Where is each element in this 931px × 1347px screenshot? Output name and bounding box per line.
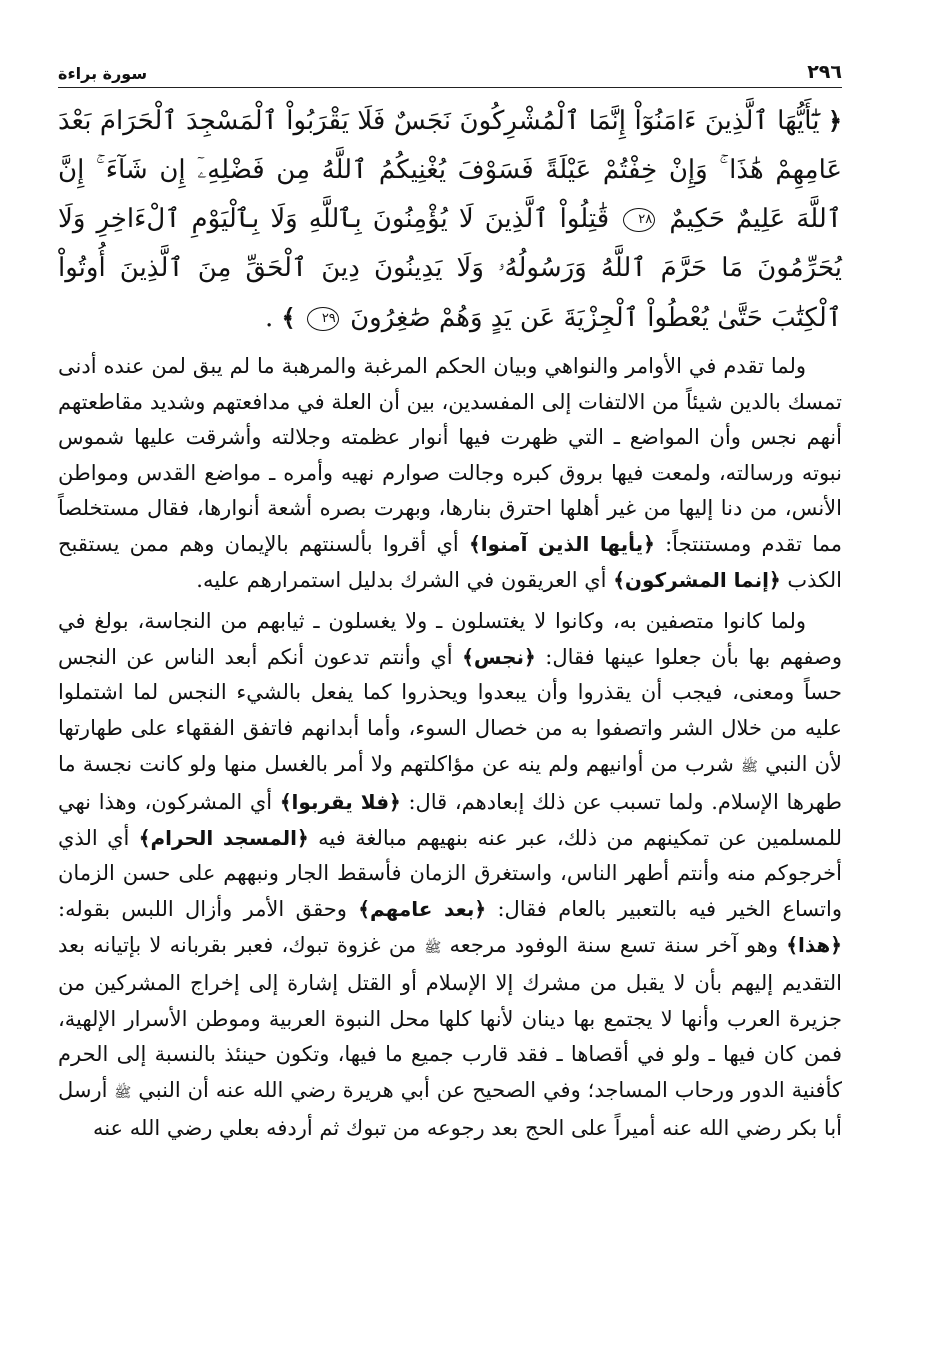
p2-text-e: أي الذي أخرجوكم منه وأنتم أطهر الناس، واستغرق الزمان فأسقط الجار ونبههم على حسن الزمان واتساع الخير فيه بالتعبير بالعام فقال:	[58, 825, 842, 921]
p1-text-b: أي أقروا بألسنتهم بالإيمان وهم ممن يستقبح الكذب	[58, 531, 842, 592]
verse-29-number: ٢٩	[307, 307, 339, 331]
p2-text-a: ولما كانوا متصفين به، وكانوا لا يغتسلون ـ ولا يغسلون ـ ثيابهم من النجاسة، بولغ في وصفهم بها بأن جعلوا عينها فقال:	[58, 609, 842, 669]
p2-quote-hadha: ﴿هذا﴾	[786, 932, 842, 957]
salawat-icon: ﷺ	[114, 1084, 132, 1101]
p2-text-h: من غزوة تبوك، فعبر بقربانه لا بإتيانه بعد التقديم إليهم بأن لا يقبل من مشرك إلا الإسلام أو القتل إشارة إلى إخراج المشركين من جزيرة العرب وأنها لا يجتمع بها دينان لأنها كلها محل النبوة العربية وموطن الأسرار الإلهية، فمن كان فيها ـ ولو في أقصاها ـ فقد قارب جميع ما فيها، وتكون حينئذ بالنسبة إلى الحرم كأفنية الدور ورحاب المساجد؛ وفي الصحيح عن أبي هريرة رضي الله عنه أن النبي	[58, 932, 842, 1102]
page-header	[58, 56, 842, 88]
p2-quote-najas: ﴿نجس﴾	[462, 644, 536, 669]
p2-quote-baada-amihim: ﴿بعد عامهم﴾	[358, 896, 487, 921]
book-page	[58, 56, 842, 1296]
p2-text-g: وهو آخر سنة تسع سنة الوفود مرجعه	[449, 932, 779, 957]
salawat-icon: ﷺ	[424, 939, 442, 956]
quran-verses	[58, 96, 842, 343]
commentary-paragraph-1	[58, 349, 842, 598]
verse-29-text: قَٰتِلُواْ ٱلَّذِينَ لَا يُؤْمِنُونَ بِٱللَّهِ وَلَا بِٱلْيَوْمِ ٱلْءَاخِرِ وَلَا يُحَرِّمُونَ مَا حَرَّمَ ٱللَّهُ وَرَسُولُهُۥ وَلَا يَدِينُونَ دِينَ ٱلْحَقِّ مِنَ ٱلَّذِينَ أُوتُواْ ٱلْكِتَٰبَ حَتَّىٰ يُعْطُواْ ٱلْجِزْيَةَ عَن يَدٍ وَهُمْ صَٰغِرُونَ	[58, 204, 842, 333]
salawat-icon: ﷺ	[741, 758, 758, 775]
p1-text-c: أي العريقون في الشرك بدليل استمرارهم عليه.	[196, 567, 607, 592]
page-number: ٢٩٦	[807, 61, 842, 83]
p2-text-b: أي وأنتم تدعون أنكم أبعد الناس عن النجس حساً ومعنى، فيجب أن يقذروا وأن يبعدوا ويحذروا كما يفعل بالشيء النجس لما اشتملوا عليه من خلال الشر واتصفوا به من خصال السوء، وأما أبدانهم فاتفق الفقهاء على طهارتها لأن النبي	[58, 644, 842, 776]
verse-28-text: يَٰٓأَيُّهَا ٱلَّذِينَ ءَامَنُوٓاْ إِنَّمَا ٱلْمُشْرِكُونَ نَجَسٌ فَلَا يَقْرَبُواْ ٱلْمَسْجِدَ ٱلْحَرَامَ بَعْدَ عَامِهِمْ هَٰذَا ۚ وَإِنْ خِفْتُمْ عَيْلَةً فَسَوْفَ يُغْنِيكُمُ ٱللَّهُ مِن فَضْلِهِۦٓ إِن شَآءَ ۚ إِنَّ ٱللَّهَ عَلِيمٌ حَكِيمٌ	[58, 106, 843, 234]
commentary	[58, 349, 842, 1147]
quran-end-period: .	[264, 303, 274, 333]
p2-text-f: وحقق الأمر وأزال اللبس بقوله:	[58, 896, 347, 921]
p1-quote-ya-ayyuha: ﴿يأيها الذين آمنوا﴾	[468, 531, 655, 556]
commentary-paragraph-2	[58, 604, 842, 1147]
p1-text-a: ولما تقدم في الأوامر والنواهي وبيان الحكم المرغبة والمرهبة ما لم يبق لمن عنده أدنى تمسك بالدين شيئاً من الالتفات إلى المفسدين، بين أن العلة في مدافعتهم وشديد مقاطعتهم أنهم نجس وأن المواضع ـ التي ظهرت فيها أنوار عظمته وجلالته وأشرقت عليها شموس نبوته ورسالته، ولمعت فيها بروق كبره وجالت صوارم نهيه وأمره ـ مواضع القدس ومواطن الأنس، من دنا إليها من غير أهلها احترق بنارها، وبهرت بصره أشعة أنوارها، فقال مستخلصاً مما تقدم ومستنتجاً:	[58, 354, 842, 556]
p2-text-i: أرسل أبا بكر رضي الله عنه أميراً على الحج بعد رجوعه من تبوك ثم أردفه بعلي رضي الله عنه	[58, 1077, 842, 1141]
verse-28-number: ٢٨	[623, 208, 655, 232]
p2-text-d: أي المشركون، وهذا نهي للمسلمين عن تمكينهم من ذلك، عبر عنه بنهيهم مبالغة فيه	[58, 790, 842, 850]
quran-close-bracket: ﴾	[281, 303, 296, 332]
quran-open-bracket: ﴿	[827, 106, 843, 135]
p1-quote-innama: ﴿إنما المشركون﴾	[613, 567, 781, 592]
surah-name: سورة براءة	[58, 64, 148, 83]
p2-text-c: شرب من أوانيهم ولم ينه عن مؤاكلتهم ولا أمر بالغسل منها ولو كانت نجسة ما طهرها الإسلام. ولما تسبب عن ذلك إبعادهم، قال:	[58, 751, 842, 815]
p2-quote-fala-yaqrabu: ﴿فلا يقربوا﴾	[279, 790, 401, 815]
p2-quote-masjid: ﴿المسجد الحرام﴾	[138, 825, 309, 850]
